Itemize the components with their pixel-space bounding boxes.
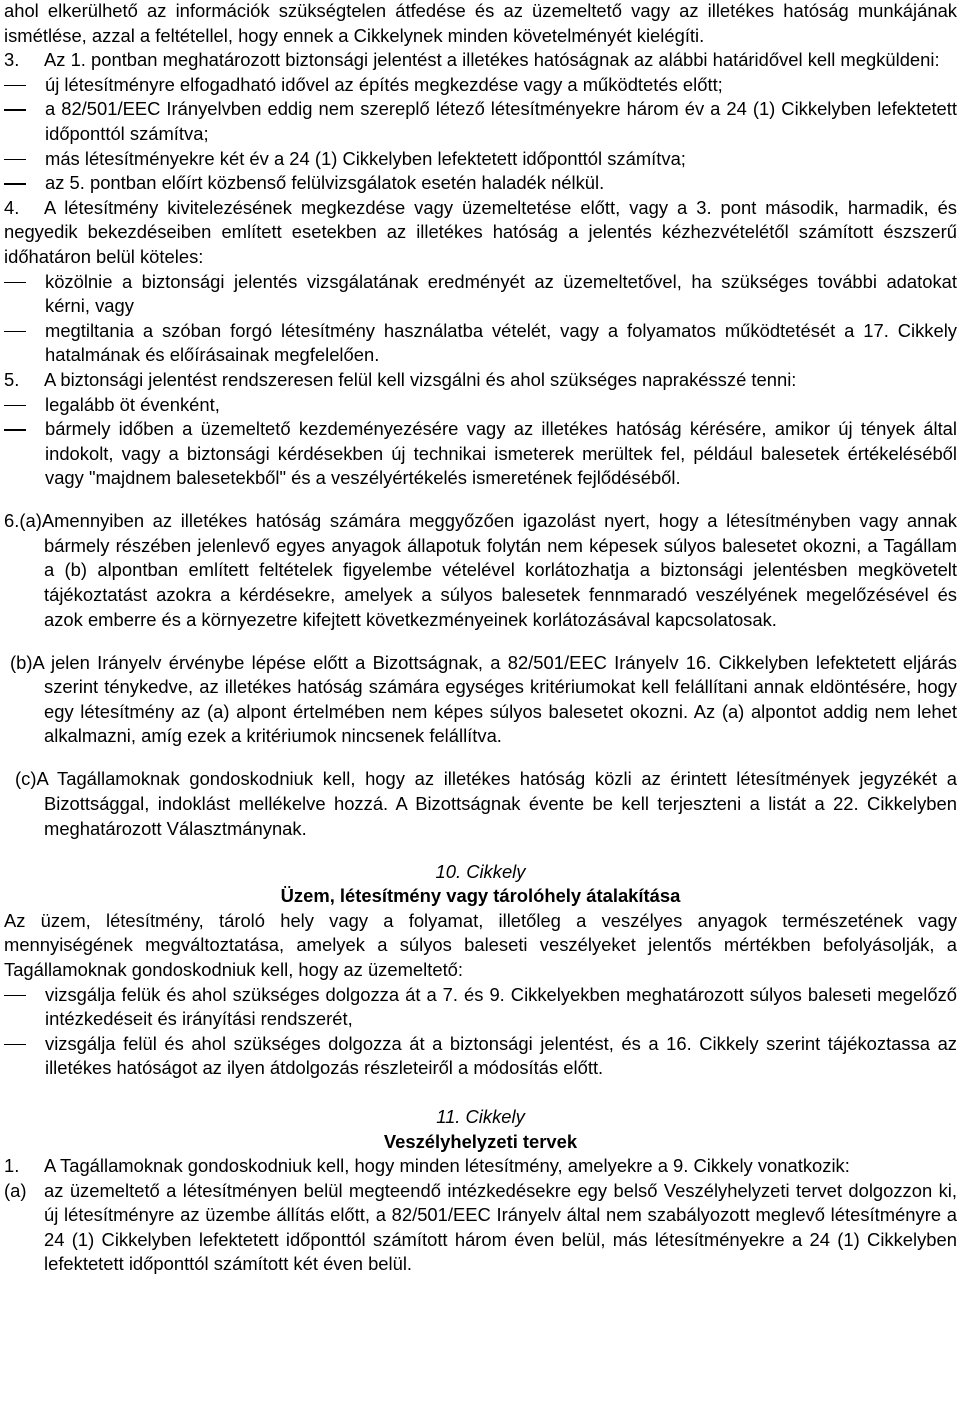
- article-10-title: Üzem, létesítmény vagy tárolóhely átalakítása: [280, 885, 681, 907]
- article-11-item-a-label: (a): [4, 1179, 27, 1201]
- article-11-p1-text: A Tagállamoknak gondoskodniuk kell, hogy minden létesítmény, amelyekre a 9. Cikkely vonatkozik:: [44, 1155, 850, 1177]
- article-11-p1-number: 1.: [4, 1155, 20, 1177]
- article-11-item-a-text: az üzemeltető a létesítményen belül megteendő intézkedésekre egy belső Veszélyhelyzeti tervet dolgozzon ki, új létesítményre az üzembe állítás előtt, a 82/501/EEC Irányelv által nem szabályozott meglevő létesítményre a 24 (1) Cikkelyben lefektetett időponttól számított három éven belül, más létesítményekre a 24 (1) Cikkelyben lefektetett időponttól számított két éven belül.: [44, 1179, 957, 1275]
- article-11-paragraph-1: [4, 1154, 957, 1179]
- intro-paragraph: ahol elkerülhető az információk szükségtelen átfedése és az üzemeltető vagy az illetékes hatóság munkájának ismétlése, azzal a feltétellel, hogy ennek a Cikkelynek minden követelményét kielégíti.: [4, 0, 957, 46]
- list-item: legalább öt évenként,: [4, 393, 957, 418]
- article-11: [4, 1105, 957, 1277]
- article-10-text: Az üzem, létesítmény, tároló hely vagy a folyamat, illetőleg a veszélyes anyagok természetének vagy mennyiségének megváltoztatása, amelyek a súlyos baleseti veszélyeket jelentős mértékben befolyásolják, a Tagállamoknak gondoskodniuk kell, hogy az üzemeltető:: [4, 909, 957, 980]
- article-10-number: 10. Cikkely: [435, 860, 526, 882]
- section-5-lead: [4, 368, 957, 393]
- list-item: vizsgálja felük és ahol szükséges dolgozza át a 7. és 9. Cikkelyekben meghatározott súlyos baleseti megelőző intézkedéseit és irányítási rendszerét,: [4, 983, 957, 1032]
- section-4: [4, 196, 957, 368]
- list-item: új létesítményre elfogadható idővel az építés megkezdése vagy a működtetés előtt;: [4, 73, 957, 98]
- section-6: [4, 509, 957, 841]
- section-4-text: A létesítmény kivitelezésének megkezdése vagy üzemeltetése előtt, vagy a 3. pont második, harmadik, és negyedik bekezdéseiben említett esetekben az illetékes hatóság a jelentés kézhezvételétől számított észszerű időhatáron belül köteles:: [4, 196, 957, 267]
- section-6a: 6.(a)Amennyiben az illetékes hatóság számára meggyőzően igazolást nyert, hogy a létesítményben vagy annak bármely részében jelenlevő egyes anyagok állapotuk folytán nem képesek súlyos balesetet okozni, a Tagállam a (b) alpontban említett feltételek figyelembe vételével korlátozhatja a biztonsági jelentésben megkövetelt tájékoztatást azokra a kérdésekre, amelyek a súlyos balesetek fennmaradó veszélyének megelőzésével és azok emberre és a környezetre kifejtett következményeinek korlátozásával kapcsolatosak.: [4, 510, 957, 630]
- article-11-number: 11. Cikkely: [436, 1105, 525, 1127]
- article-11-item-a: [4, 1179, 957, 1277]
- list-item: vizsgálja felül és ahol szükséges dolgozza át a biztonsági jelentést, és a 16. Cikkely szerint tájékoztassa az illetékes hatóságot az ilyen átdolgozás részleteiről a módosítás előtt.: [4, 1032, 957, 1081]
- section-4-lead: [4, 196, 957, 270]
- section-6c: (c)A Tagállamoknak gondoskodniuk kell, hogy az illetékes hatóság közli az érintett létesítmények jegyzékét a Bizottsággal, indoklást mellékelve hozzá. A Bizottságnak évente be kell terjeszteni a listát a 22. Cikkelyben meghatározott Választmánynak.: [15, 768, 957, 839]
- section-5: [4, 368, 957, 491]
- article-10: [4, 860, 957, 1081]
- section-6b: (b)A jelen Irányelv érvénybe lépése előtt a Bizottságnak, a 82/501/EEC Irányelv 16. Cikkelyben lefektetett eljárás szerint ténykedve, az illetékes hatóság számára egységes kritériumokat kell felállítani annak eldöntésére, hogy egy létesítmény az (a) alpont értelmében nem képes súlyos balesetet okozni. Az (a) alpontot addig nem lehet alkalmazni, amíg ezek a kritériumok nincsenek felállítva.: [10, 651, 957, 747]
- section-3-text: Az 1. pontban meghatározott biztonsági jelentést a illetékes hatóságnak az alábbi határidővel kell megküldeni:: [44, 49, 940, 71]
- section-3-number: 3.: [4, 49, 20, 71]
- list-item: bármely időben a üzemeltető kezdeményezésére vagy az illetékes hatóság kérésére, amikor új tények által indokolt, vagy a biztonsági kérdésekben új technikai ismeterek merültek fel, például balesetek értékeléséből vagy "majdnem balesetekből" és a veszélyértékelés ismeretének fejlődéséből.: [4, 417, 957, 491]
- section-5-text: A biztonsági jelentést rendszeresen felül kell vizsgálni és ahol szükséges naprakésszé tenni:: [44, 368, 797, 390]
- section-4-number: 4.: [4, 196, 20, 218]
- spacer: [4, 1081, 957, 1105]
- list-item: megtiltania a szóban forgó létesítmény használatba vételét, vagy a folyamatos működtetését a 17. Cikkely hatalmának és előírásainak megfelelően.: [4, 319, 957, 368]
- list-item: a 82/501/EEC Irányelvben eddig nem szereplő létező létesítményekre három év a 24 (1) Cikkelyben lefektetett időponttól számítva;: [4, 97, 957, 146]
- section-5-number: 5.: [4, 368, 20, 390]
- list-item: az 5. pontban előírt közbenső felülvizsgálatok esetén haladék nélkül.: [4, 171, 957, 196]
- list-item: közölnie a biztonsági jelentés vizsgálatának eredményét az üzemeltetővel, ha szükséges további adatokat kérni, vagy: [4, 270, 957, 319]
- article-11-title: Veszélyhelyzeti tervek: [383, 1130, 578, 1152]
- section-3-lead: [4, 48, 957, 73]
- list-item: más létesítményekre két év a 24 (1) Cikkelyben lefektetett időponttól számítva;: [4, 147, 957, 172]
- section-3: [4, 48, 957, 196]
